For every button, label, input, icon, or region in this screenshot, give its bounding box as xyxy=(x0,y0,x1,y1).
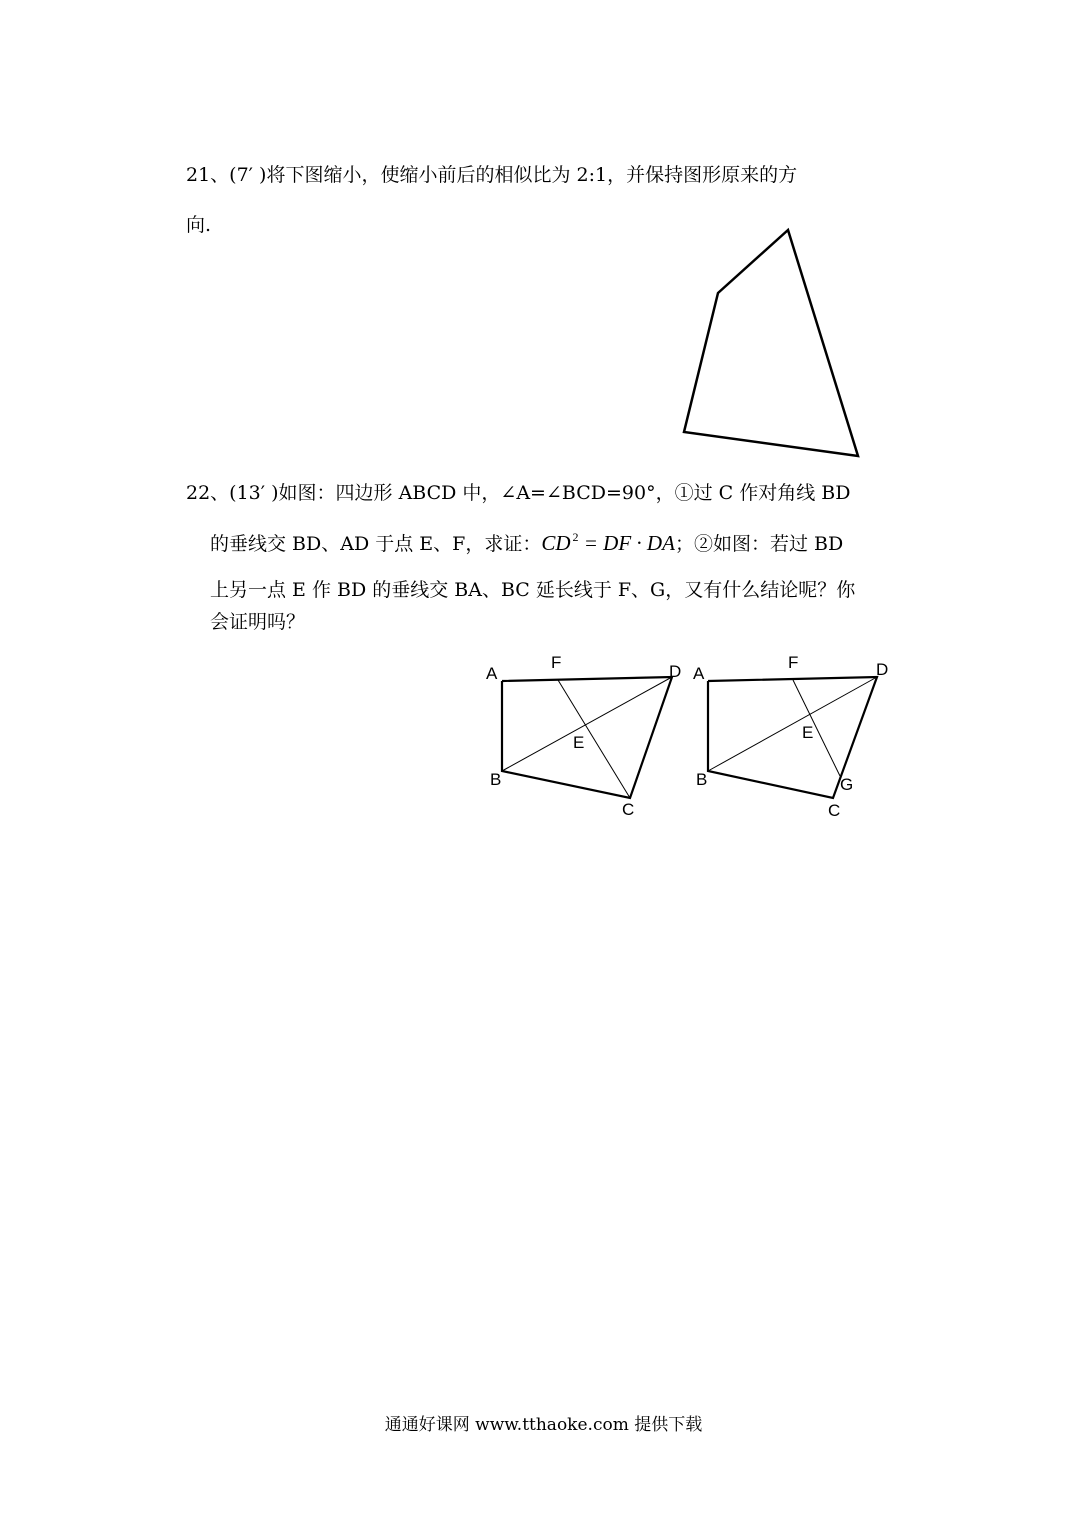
fig1-label-e: E xyxy=(573,733,585,752)
fig2-label-b: B xyxy=(696,770,708,789)
figure-2-segment-fg xyxy=(793,680,840,776)
fig2-label-d: D xyxy=(876,660,889,679)
formula-cd: CD xyxy=(541,531,571,555)
fig1-label-c: C xyxy=(622,800,635,819)
q22-formula xyxy=(541,531,675,555)
fig1-label-d: D xyxy=(669,662,682,681)
q21-quadrilateral xyxy=(684,230,858,456)
formula-rest: = DF · DA xyxy=(578,531,675,555)
q21-quadrilateral-figure xyxy=(670,220,870,465)
q22-line-2-pre: 的垂线交 BD、AD 于点 E、F，求证： xyxy=(210,533,542,555)
q22-figure-1 xyxy=(480,650,690,825)
fig2-label-a: A xyxy=(693,664,705,683)
q22-figure-2 xyxy=(688,650,898,825)
footer-credit: 通通好课网 www.tthaoke.com 提供下载 xyxy=(384,1415,703,1435)
q21-line-1: 21、(7′ )将下图缩小，使缩小前后的相似比为 2:1，并保持图形原来的方 xyxy=(186,164,798,186)
figure-1-segment-fc xyxy=(558,680,630,798)
q22-line-3: 上另一点 E 作 BD 的垂线交 BA、BC 延长线于 F、G，又有什么结论呢？你 xyxy=(210,579,856,601)
figure-1-diagonal-bd xyxy=(502,677,672,771)
q22-line-2-post: ；②如图：若过 BD xyxy=(674,533,844,555)
formula-exponent: 2 xyxy=(572,530,579,544)
fig2-label-e: E xyxy=(802,723,814,742)
q22-line-2 xyxy=(210,531,843,558)
fig2-label-c: C xyxy=(828,801,841,820)
q22-line-4: 会证明吗？ xyxy=(210,611,306,633)
q21-line-2: 向. xyxy=(186,214,212,236)
fig1-label-f: F xyxy=(551,653,562,672)
fig1-label-a: A xyxy=(486,664,498,683)
fig2-label-f: F xyxy=(788,653,799,672)
q22-line-1: 22、(13′ )如图：四边形 ABCD 中，∠A=∠BCD=90°，①过 C 作对角线 BD xyxy=(186,482,851,504)
figure-1-outline xyxy=(502,677,672,798)
figure-2-diagonal-bd xyxy=(708,677,877,771)
fig2-label-g: G xyxy=(840,775,854,794)
fig1-label-b: B xyxy=(490,770,502,789)
